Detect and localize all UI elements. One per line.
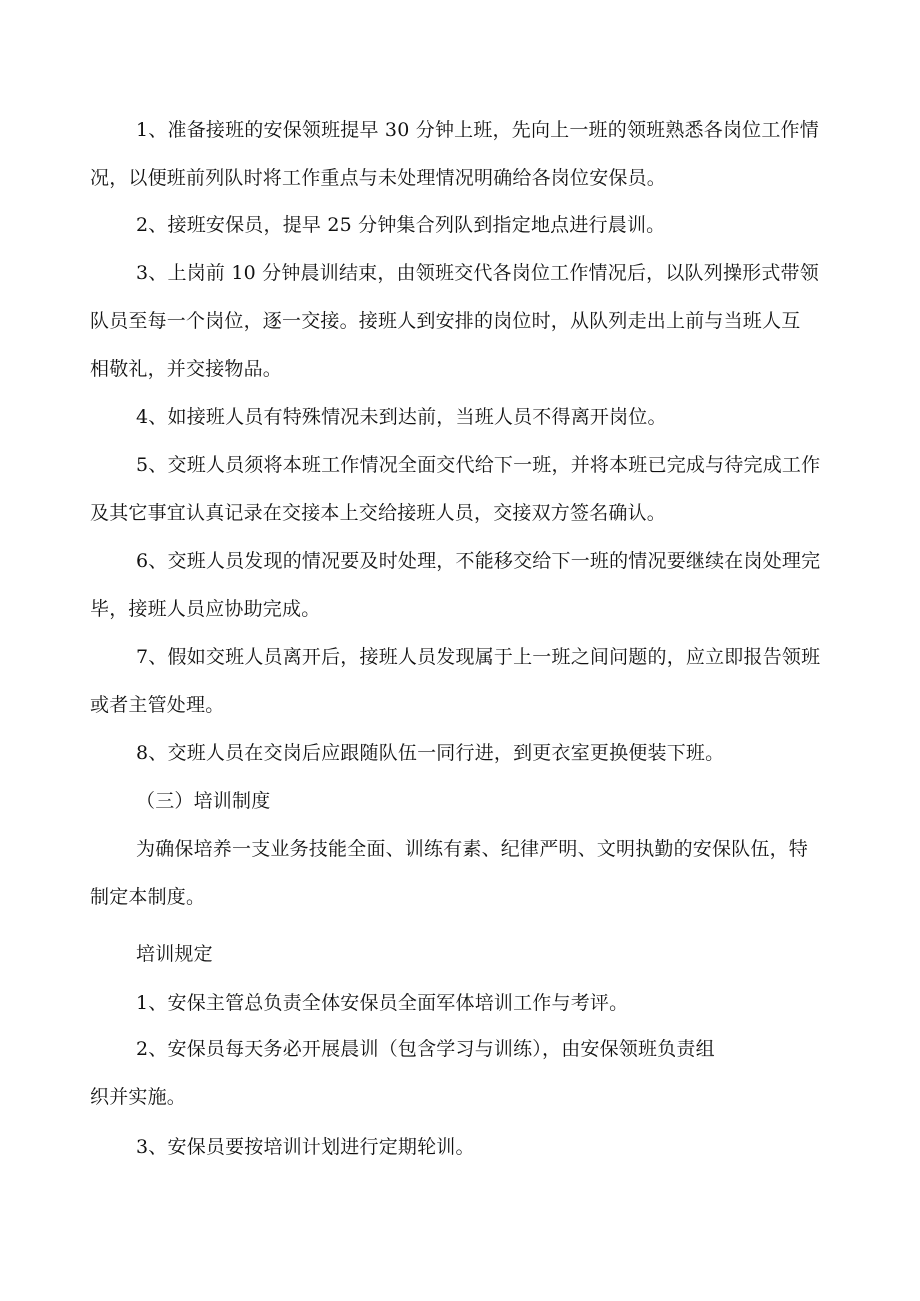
- paragraph-line: 队员至每一个岗位，逐一交接。接班人到安排的岗位时，从队列走出上前与当班人互: [90, 310, 801, 332]
- paragraph-line: 3、上岗前 10 分钟晨训结束，由领班交代各岗位工作情况后，以队列操形式带领: [136, 262, 819, 284]
- paragraph-line: 6、交班人员发现的情况要及时处理，不能移交给下一班的情况要继续在岗处理完: [136, 550, 821, 572]
- paragraph-line: 为确保培养一支业务技能全面、训练有素、纪律严明、文明执勤的安保队伍，特: [136, 838, 809, 860]
- paragraph-line: 8、交班人员在交岗后应跟随队伍一同行进，到更衣室更换便装下班。: [136, 742, 725, 764]
- paragraph-line: 1、安保主管总负责全体安保员全面军体培训工作与考评。: [136, 992, 629, 1014]
- paragraph-line: 或者主管处理。: [90, 694, 225, 716]
- paragraph-line: 1、准备接班的安保领班提早 30 分钟上班，先向上一班的领班熟悉各岗位工作情: [136, 119, 819, 141]
- subheading: 培训规定: [136, 943, 213, 965]
- paragraph-line: 5、交班人员须将本班工作情况全面交代给下一班，并将本班已完成与待完成工作: [136, 454, 821, 476]
- paragraph-line: 3、安保员要按培训计划进行定期轮训。: [136, 1136, 475, 1158]
- paragraph-line: 毕，接班人员应协助完成。: [90, 598, 321, 620]
- paragraph-line: 7、假如交班人员离开后，接班人员发现属于上一班之间问题的，应立即报告领班: [136, 646, 821, 668]
- paragraph-line: 相敬礼，并交接物品。: [90, 358, 283, 380]
- paragraph-line: 况，以便班前列队时将工作重点与未处理情况明确给各岗位安保员。: [90, 167, 667, 189]
- paragraph-line: 2、安保员每天务必开展晨训（包含学习与训练），由安保领班负责组: [136, 1038, 715, 1060]
- paragraph-line: 2、接班安保员，提早 25 分钟集合列队到指定地点进行晨训。: [136, 214, 666, 236]
- paragraph-line: 及其它事宜认真记录在交接本上交给接班人员，交接双方签名确认。: [90, 502, 667, 524]
- paragraph-line: 4、如接班人员有特殊情况未到达前，当班人员不得离开岗位。: [136, 406, 667, 428]
- paragraph-line: 制定本制度。: [90, 886, 206, 908]
- section-heading: （三）培训制度: [136, 790, 271, 812]
- paragraph-line: 织并实施。: [90, 1086, 187, 1108]
